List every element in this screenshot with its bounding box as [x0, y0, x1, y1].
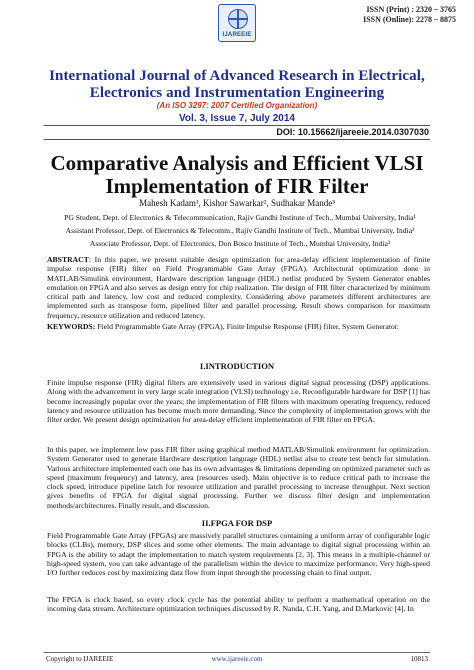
paragraph: The FPGA is clock based, so every clock cycle has the potential ability to perform a mathematical operation on the incoming data stream. Architecture optimization techniques discussed by R. Nanda, C.H. Yang, and D.Markovic [4]. In	[47, 595, 430, 614]
paper-title-line2: Implementation of FIR Filter	[105, 174, 369, 198]
journal-title-line2: Electronics and Instrumentation Engineering	[89, 85, 385, 101]
paragraph: In this paper, we implement low pass FIR filter using graphical method MATLAB/Simulink environment for optimization. System Generator used to generate Hardware description language (HDL) netlist also to create test bench for simulation. Various architecture implemented each one has its own advantages & limitations depending on optimized parameter such as speed (maximum frequency) and latency, area (resources used). Main objective is to reduce critical path to increase the clock speed, introduce pipeline latch for resource utilization and parallel processing to increase throughput. Next section gives benefits of FPGA for digital signal processing. Further we discuss filter design and implementation methods/architectures. Finally result, and discussion.	[47, 445, 430, 510]
paper-title	[20, 152, 454, 198]
paper-title-line1: Comparative Analysis and Efficient VLSI	[50, 151, 424, 175]
paragraph: Finite impulse response (FIR) digital filters are extensively used in various digital signal processing (DSP) applications. Along with the advancement in very large scale integration (VLSI) technology i.e. Reconfigurable hardware for DSP [1] has become increasingly popular over the years; the implementation of FIR filters with maximum operating frequency, reduced latency and resource utilization has become much more demanding. Since the complexity of implementation grows with the filter order. We present design optimization for area-delay efficient implementation of FIR filter on FPGA.	[47, 378, 430, 425]
keywords-label: KEYWORDS:	[47, 322, 96, 331]
logo-text: IJAREEIE	[222, 32, 252, 38]
affiliation-3: Associate Professor, Dept. of Electronics, Don Bosco Institute of Tech., Mumbai University, India³	[89, 239, 391, 248]
abstract	[47, 255, 430, 320]
header-divider	[44, 139, 430, 140]
affiliation-2: Assistant Professor, Dept. of Electronics & Telecomm., Rajiv Gandhi Institute of Tech., Mumbai University, India²	[65, 226, 415, 235]
paragraph: Field Programmable Gate Array (FPGAs) are massively parallel structures containing a uniform array of configurable logic blocks (CLBs), memory, DSP slices and some other elements. The main advantage to digital signal processing within an FPGA is the ability to adapt the implementation to match system requirements [2, 3]. This means in a multiple-channel or high-speed system, you can take advantage of the parallelism within the device to maximize performance. Very high-speed I/O further reduces cost by maximizing data flow from input through the processing chain to final output.	[47, 531, 430, 578]
affiliation-1: PG Student, Dept. of Electronics & Telecommunication, Rajiv Gandhi Institute of Tech., Mumbai University, India¹	[64, 213, 416, 222]
footer-website-link[interactable]: www.ijareeie.com	[211, 655, 263, 663]
page-number: 10813	[410, 655, 428, 663]
footer-copyright: Copyright to IJAREEIE	[46, 655, 114, 663]
issn-block	[363, 5, 456, 25]
keywords	[47, 322, 430, 331]
journal-title	[20, 68, 454, 102]
doi-link[interactable]: DOI: 10.15662/ijareeie.2014.0307030	[276, 127, 429, 137]
header-divider	[44, 125, 430, 126]
globe-icon	[228, 9, 248, 29]
certification-note: (An ISO 3297: 2007 Certified Organization)	[156, 101, 318, 110]
section-heading-introduction: I.INTRODUCTION	[199, 361, 275, 371]
volume-issue: Vol. 3, Issue 7, July 2014	[179, 113, 295, 124]
page-footer	[44, 652, 430, 663]
author-list: Mahesh Kadam¹, Kishor Sawarkar², Sudhakar Mande³	[139, 198, 335, 208]
keywords-text: Field Programmable Gate Array (FPGA), Finite Impulse Response (FIR) filter, System Generator.	[95, 322, 399, 331]
issn-print: ISSN (Print) : 2320 – 3765	[366, 5, 456, 14]
journal-title-line1: International Journal of Advanced Research in Electrical,	[49, 68, 425, 84]
issn-online: ISSN (Online): 2278 – 8875	[363, 15, 456, 24]
abstract-text: : In this paper, we present suitable design optimization for area-delay efficient implementation of finite impulse response (FIR) filter on Field Programmable Gate Array (FPGA). Architectural optimization done in MATLAB/Simulink environment, Hardware description language (HDL) netlist produced by System Generator enables emulation on FPGA and also serves as design entry for chip realization. The design of FIR filter characterized by minimum critical path and latency, low cost and reduced complexity. Considering above parameters different architectures are implemented such as transpose form, pipelined filter and parallel processing. Result shows comparison for maximum frequency, resource utilization and reduced latency.	[47, 255, 430, 320]
abstract-label: ABSTRACT	[47, 255, 89, 264]
journal-logo	[218, 4, 256, 42]
section-heading-fpga-for-dsp: II.FPGA FOR DSP	[201, 518, 273, 528]
